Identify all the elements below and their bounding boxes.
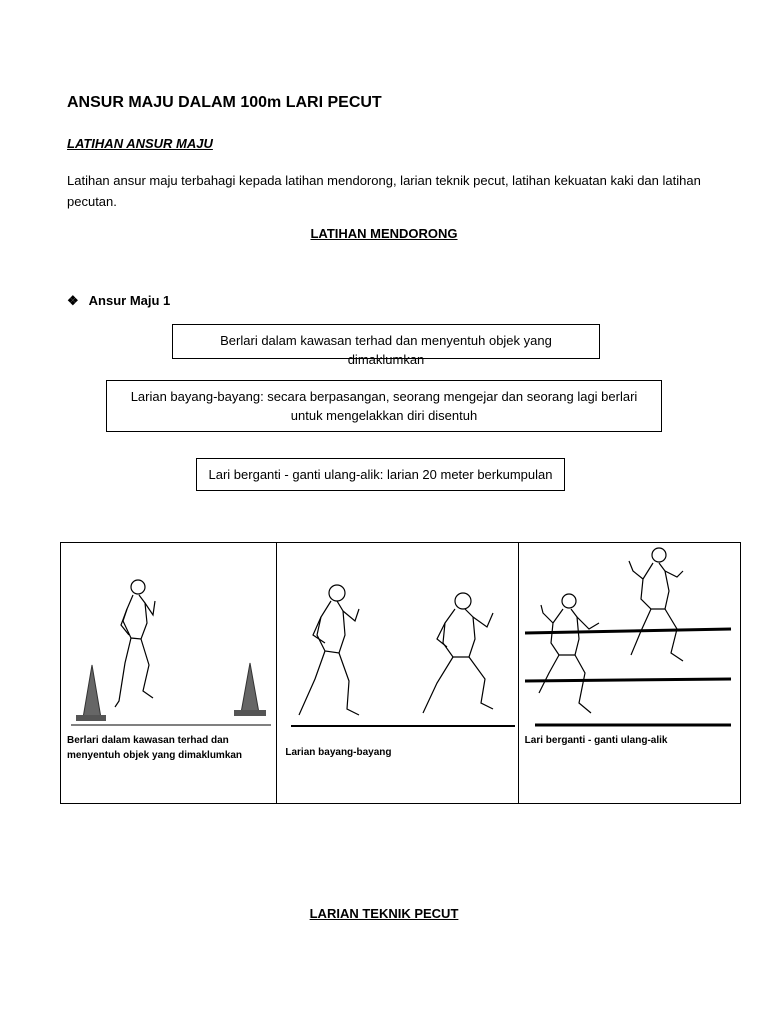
activity-box-3: Lari berganti - ganti ulang-alik: larian 20 meter berkumpulan xyxy=(196,458,565,491)
shadow-running-illustration xyxy=(277,543,519,805)
activity-box-2: Larian bayang-bayang: secara berpasangan, seorang mengejar dan seorang lagi berlari untuk mengelakkan diri disentuh xyxy=(106,380,662,432)
caption-2: Larian bayang-bayang xyxy=(285,747,392,758)
illustration-cell-3 xyxy=(519,543,740,803)
illustration-table xyxy=(60,542,741,804)
diamond-bullet-icon: ❖ xyxy=(67,293,79,308)
bullet-item xyxy=(67,293,170,308)
page-title: ANSUR MAJU DALAM 100m LARI PECUT xyxy=(67,94,382,111)
section-heading-mendorong: LATIHAN MENDORONG xyxy=(310,226,458,241)
caption-3: Lari berganti - ganti ulang-alik xyxy=(524,735,668,746)
runner-between-cones-illustration xyxy=(61,543,278,805)
shuttle-relay-illustration xyxy=(519,543,741,805)
illustration-cell-1 xyxy=(61,543,277,803)
bullet-label: Ansur Maju 1 xyxy=(88,293,171,308)
subheading: LATIHAN ANSUR MAJU xyxy=(67,136,213,151)
activity-box-1: Berlari dalam kawasan terhad dan menyentuh objek yang dimaklumkan xyxy=(172,324,600,359)
intro-paragraph: Latihan ansur maju terbahagi kepada latihan mendorong, larian teknik pecut, latihan kekuatan kaki dan latihan pecutan. xyxy=(67,173,701,209)
illustration-cell-2 xyxy=(277,543,518,803)
section-heading-teknik-pecut: LARIAN TEKNIK PECUT xyxy=(309,906,459,921)
caption-1: Berlari dalam kawasan terhad dan menyentuh objek yang dimaklumkan xyxy=(67,735,243,761)
